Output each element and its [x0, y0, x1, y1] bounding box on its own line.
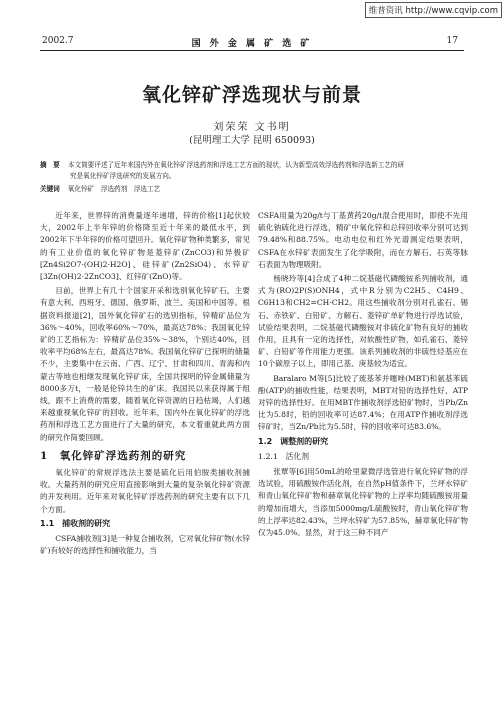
author-affiliation: (昆明理工大学 昆明 650093) — [189, 135, 315, 146]
keywords-text: 氧化锌矿 浮选药剂 浮选工艺 — [67, 185, 161, 193]
subsection-heading-collectors: 1.1 捕收剂的研究 — [40, 518, 111, 528]
abstract-text-1: 本文简要评述了近年来国内外在氧化锌矿浮选药剂和浮选工艺方面的现状，认为新型高效浮选药剂和浮选新工艺的研 — [67, 161, 405, 169]
csfa-continued-paragraph: CSFA用量为20g/t与丁基黄药20g/t混合使用时，即使不先用硫化钠硫化进行浮选，精矿中氧化锌和总锌回收率分别可达到79.48%和88.75%。电动电位和红外光谱测定结果表明，CSFA在水锌矿表面发生了化学吸附，而在方解石、石英等脉石表面为物理吸附。 — [258, 211, 468, 269]
zhang-paragraph: 张覃等[6]用50mL的哈里蒙微浮选管进行氧化锌矿物的浮选试验，用硫酸铵作活化剂，在自然pH值条件下，兰坪水锌矿和青山氧化锌矿物和赫章氧化锌矿物的上浮率均随硫酸铵用量的增加而增大，当添加5000mg/L硫酸铵时，青山氧化锌矿物的上浮率达82.43%，兰坪水锌矿为57.85%，赫章氧化锌矿物仅为45.0%。显然，对于这三种不同产 — [258, 467, 468, 538]
issue-number: 2002.7 — [42, 36, 74, 46]
abstract-line-1 — [40, 160, 468, 170]
subsubsection-heading-activators: 1.2.1 活化剂 — [258, 451, 310, 461]
intro-paragraph-1: 近年来，世界锌的消费量逐年递增，锌的价格[1]起伏较大，2002年上半年锌的价格降至近十年来的最低水平，到2002年下半年锌的价格可望回升。氧化锌矿物种类繁多，常见的有工业价值的氧化锌矿物是菱锌矿(ZnCO3)和异极矿[Zn4Si2O7·(OH)2·H2O]、硅锌矿(Zn2SiO4)、水锌矿[3Zn(OH)2·2ZnCO3]、红锌矿(ZnO)等。 — [40, 211, 250, 282]
keywords-line — [40, 184, 468, 194]
left-column — [40, 210, 250, 559]
article-title: 氧化锌矿浮选现状与前景 — [141, 84, 362, 106]
keywords-label: 关键词 — [40, 185, 60, 193]
baralaro-paragraph: Baralaro M等[5]比较了巯基苯并噻唑(MBT)和氨基苯硫酚(ATP)的捕收性能，结果表明，MBT对铅的选择性好，ATP对锌的选择性好。在用MBT作捕收剂浮选铅矿物时，当Pb/Zn比为5.8时，铅的回收率可达87.4%；在用ATP作捕收剂浮选锌矿时，当Zn/Pb比为5.5时，锌的回收率可达83.6%。 — [258, 373, 468, 432]
abstract-line-2 — [70, 171, 468, 181]
watermark-banner[interactable]: 维普资讯 http://www.cqvip.com — [365, 2, 502, 18]
csfa-paragraph: CSFA捕收剂[3]是一种复合捕收剂，它对氧化锌矿物(水锌矿)有较好的选择性和捕收能力，当 — [40, 534, 250, 556]
running-header — [40, 36, 464, 51]
right-column — [258, 210, 468, 541]
intro-paragraph-2: 目前，世界上有几十个国家开采和选别氧化锌矿石，主要有意大利、西班牙、德国、俄罗斯、波兰、美国和中国等。根据资料报道[2]，国外氧化锌矿石的选别指标，锌精矿品位为36%～40%，回收率60%～70%，最高达78%；我国氧化锌矿的工艺指标为：锌精矿品位35%～38%，个别达40%，回收率平均68%左右，最高达78%。我国氧化锌矿已探明的储量不少，主要集中在云南、广西、辽宁、甘肃和四川、青海和内蒙古等地也相继发现氧化锌矿床，全国共探明的锌金属储量为8000多万t，一般是伦锌共生的矿床。我国民以来获得属于组线，跟不上消费的需要，随着氧化锌资源的日趋枯竭，人们越来越重视氧化锌矿的回收。近年来，国内外在氧化锌矿的浮选药剂和浮选工艺方面进行了大量的研究，本文着重就此两方面的研究作简要回顾。 — [40, 286, 250, 442]
article-authors: 刘荣荣 文书明 — [213, 122, 291, 133]
journal-name: 国 外 金 属 矿 选 矿 — [191, 39, 313, 49]
page-number: 17 — [446, 36, 458, 46]
abstract-text-2: 究是氧化锌矿浮选研究的发展方向。 — [70, 172, 176, 180]
reagents-intro-paragraph: 氧化锌矿的常规浮选法主要是硫化后用伯胺类捕收剂捕收。大量药剂的研究应用直接影响到大量的复杂氧化锌矿资源的开发利用。近年来对氧化锌矿浮选药剂的研究主要有以下几个方面。 — [40, 468, 250, 514]
section-heading-reagents: 1 氧化锌矿浮选药剂的研究 — [40, 449, 187, 462]
yang-paragraph: 杨晓玲等[4]合成了4种二烷基磁代磷酸铵系列捕收剂，通式为(RO)2P(S)ONH4，式中R分别为C2H5、C4H9、C6H13和CH2=CH-CH2。用这些捕收剂分别对孔雀石、锡石、赤铁矿、白铅矿、方解石、菱锌矿单矿物进行浮选试验，试验结果表明，二烷基磁代磷酸铵对非硫化矿物有良好的捕收作用，且具有一定的选择性，对软酸性矿物，如孔雀石、菱锌矿、白铅矿等作用能力更强。该系列捕收剂的非硫性烃基应在10个碳原子以上，即用己基、庚基较为适宜。 — [258, 274, 468, 369]
abstract-label: 摘 要 — [40, 161, 60, 169]
subsection-heading-regulators: 1.2 调整剂的研究 — [258, 436, 329, 446]
